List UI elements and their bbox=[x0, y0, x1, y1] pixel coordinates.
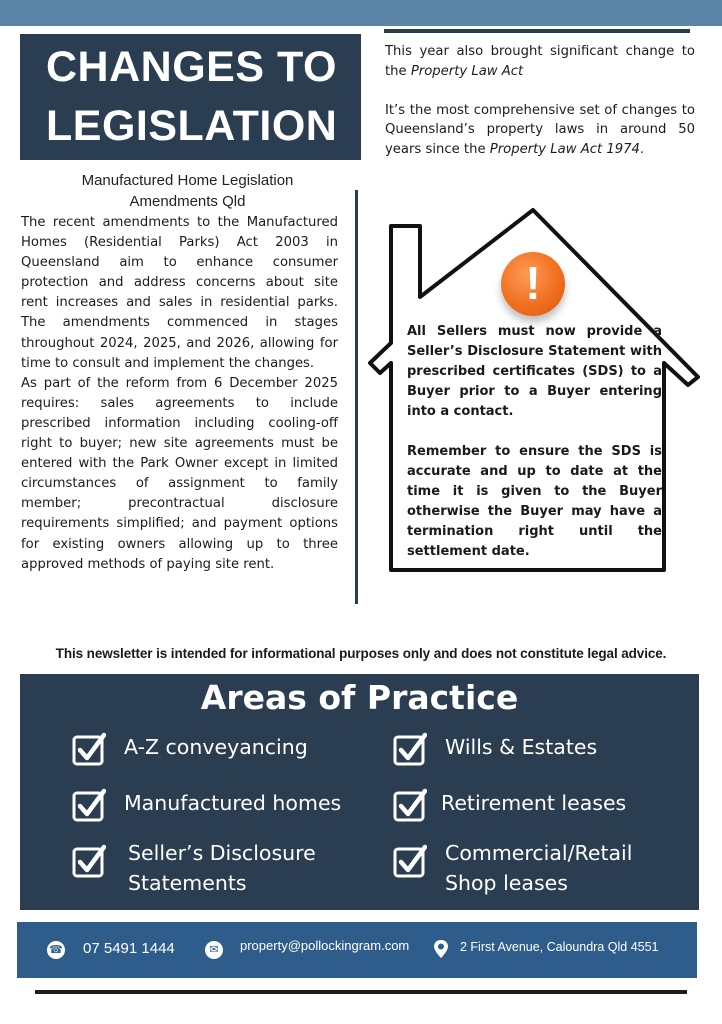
practice-item-label-line-2: Statements bbox=[128, 871, 247, 895]
practice-item-label-line-1: Commercial/Retail bbox=[445, 841, 633, 865]
section-heading-line-2: Amendments Qld bbox=[129, 193, 246, 210]
right-paragraph-1-act-name: Property Law Act bbox=[410, 63, 524, 79]
practice-item-label-line-2: Shop leases bbox=[445, 871, 568, 895]
practice-item-label: Wills & Estates bbox=[445, 735, 598, 759]
callout-paragraph-1: All Sellers must now provide a Seller’s Disclosure Statement with prescribed certificates (SDS) to a Buyer prior to a Buyer entering into a contact. bbox=[407, 324, 662, 419]
practice-title: Areas of Practice bbox=[200, 678, 519, 717]
practice-item-label-line-1: Seller’s Disclosure bbox=[128, 841, 316, 865]
callout-text bbox=[407, 322, 662, 562]
right-paragraph-2 bbox=[385, 101, 695, 160]
right-paragraph-2-act-name: Property Law Act 1974 bbox=[489, 141, 640, 157]
right-column-top-rule bbox=[384, 29, 690, 33]
checkbox-check-icon bbox=[393, 788, 427, 822]
section-heading bbox=[40, 170, 335, 212]
top-accent-bar bbox=[0, 0, 722, 26]
practice-item-label: Manufactured homes bbox=[124, 791, 342, 815]
office-address: 2 First Avenue, Caloundra Qld 4551 bbox=[460, 940, 659, 954]
left-paragraph-2: As part of the reform from 6 December 2025 requires: sales agreements to include prescribed information including cooling-off right to buyer; new site agreements must be entered with the Park Owner except in limited circumstances of assignment to family member; precontractual disclosure requirements simplified; and payment options for existing owners allowing up to three approved methods of paying site rent. bbox=[21, 375, 338, 572]
checkbox-check-icon bbox=[72, 788, 106, 822]
page-title-line-1: CHANGES TO bbox=[46, 43, 337, 91]
exclamation-icon: ! bbox=[501, 252, 565, 316]
checkbox-check-icon bbox=[393, 732, 427, 766]
checkbox-check-icon bbox=[72, 732, 106, 766]
practice-item-label: Retirement leases bbox=[441, 791, 627, 815]
contact-footer bbox=[17, 922, 697, 978]
phone-icon: ☎ bbox=[47, 941, 65, 959]
right-article bbox=[385, 42, 695, 160]
checkbox-check-icon bbox=[72, 844, 106, 878]
disclaimer: This newsletter is intended for informational purposes only and does not constitute legal advice. bbox=[55, 646, 667, 661]
section-heading-line-1: Manufactured Home Legislation bbox=[81, 172, 294, 189]
page-title-line-2: LEGISLATION bbox=[46, 102, 338, 150]
left-paragraph-1: The recent amendments to the Manufactured Homes (Residential Parks) Act 2003 in Queensland aim to enhance consumer protection and address concerns about site rent increases and sales in residential parks. The amendments commenced in stages throughout 2024, 2025, and 2026, allowing for time to consult and implement the changes. bbox=[21, 215, 338, 371]
bottom-rule bbox=[35, 990, 687, 994]
checkbox-check-icon bbox=[393, 844, 427, 878]
location-pin-icon bbox=[432, 939, 450, 959]
left-article bbox=[21, 213, 338, 575]
practice-item-label bbox=[445, 838, 632, 898]
title-banner bbox=[20, 34, 361, 160]
phone-number[interactable]: 07 5491 1444 bbox=[83, 940, 175, 957]
callout-paragraph-2: Remember to ensure the SDS is accurate and up to date at the time it is given to the Buyer otherwise the Buyer may have a termination right until the settlement date. bbox=[407, 444, 662, 559]
practice-item-label: A-Z conveyancing bbox=[124, 735, 308, 759]
areas-of-practice-panel bbox=[20, 674, 699, 910]
right-paragraph-2-end: . bbox=[639, 141, 645, 157]
email-link[interactable]: property@pollockingram.com bbox=[240, 938, 410, 953]
practice-item-label bbox=[128, 838, 316, 898]
right-paragraph-1-text: This year also brought significant change to the bbox=[385, 44, 695, 79]
email-icon: ✉ bbox=[205, 941, 223, 959]
column-divider bbox=[355, 190, 358, 604]
right-paragraph-2-text: It’s the most comprehensive set of changes to Queensland’s property laws in around 50 years since the bbox=[385, 102, 695, 157]
right-paragraph-1 bbox=[385, 42, 695, 81]
